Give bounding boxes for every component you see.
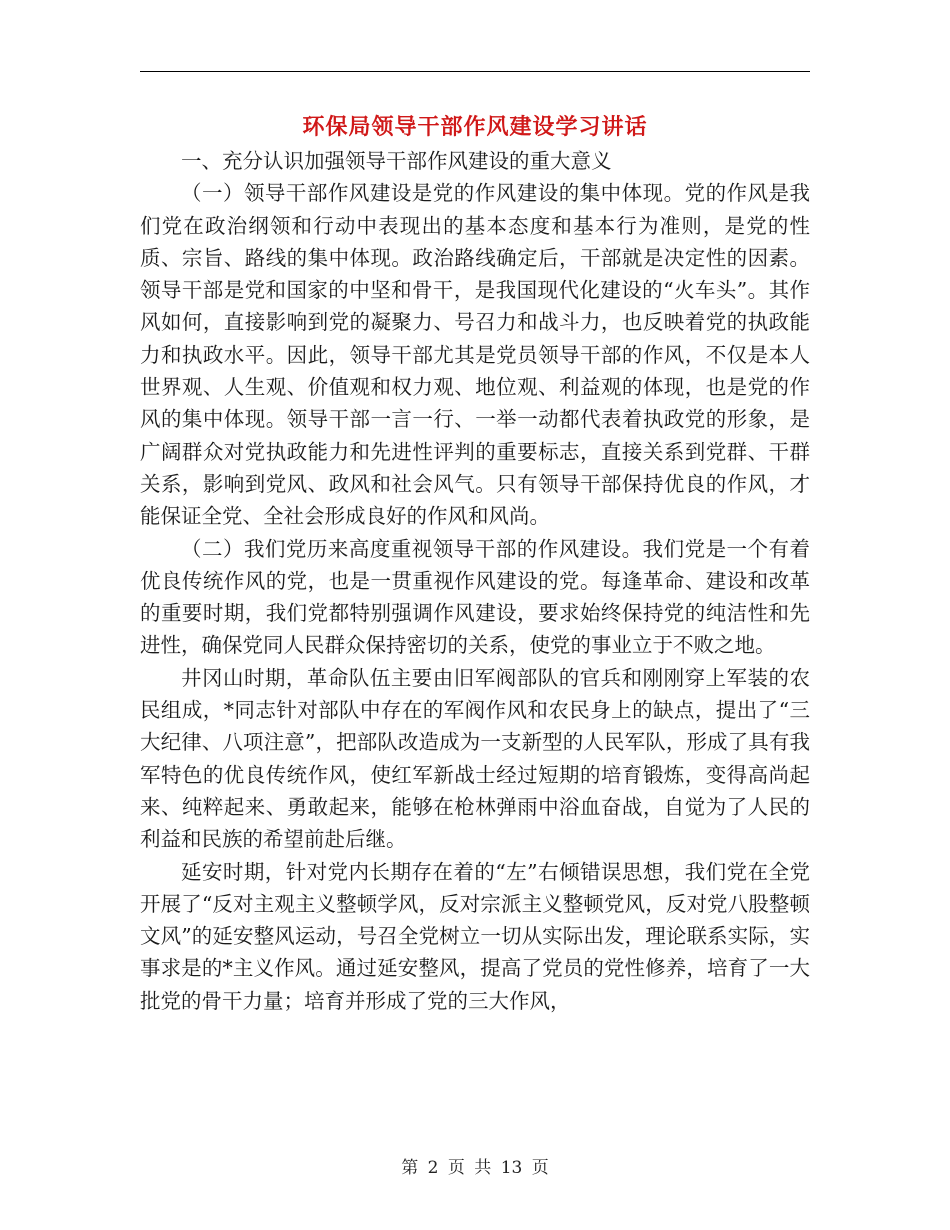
body-paragraph: 延安时期，针对党内长期存在着的“左”右倾错误思想，我们党在全党开展了“反对主观主义整顿学风，反对宗派主义整顿党风，反对党八股整顿文风”的延安整风运动，号召全党树立一切从实际出发，理论联系实际，实事求是的*主义作风。通过延安整风，提高了党员的党性修养，培育了一大批党的骨干力量；培育并形成了党的三大作风， [140,859,810,1013]
page-number-footer: 第 2 页 共 13 页 [401,1158,549,1178]
section-heading: 一、充分认识加强领导干部作风建设的重大意义 [181,149,612,173]
body-paragraph: （一）领导干部作风建设是党的作风建设的集中体现。党的作风是我们党在政治纲领和行动中表现出的基本态度和基本行为准则，是党的性质、宗旨、路线的集中体现。政治路线确定后，干部就是决定性的因素。领导干部是党和国家的中坚和骨干，是我国现代化建设的“火车头”。其作风如何，直接影响到党的凝聚力、号召力和战斗力，也反映着党的执政能力和执政水平。因此，领导干部尤其是党员领导干部的作风，不仅是本人世界观、人生观、价值观和权力观、地位观、利益观的体现，也是党的作风的集中体现。领导干部一言一行、一举一动都代表着执政党的形象，是广阔群众对党执政能力和先进性评判的重要标志，直接关系到党群、干群关系，影响到党风、政风和社会风气。只有领导干部保持优良的作风，才能保证全党、全社会形成良好的作风和风尚。 [140,181,810,529]
document-body [140,145,810,1017]
document-title: 环保局领导干部作风建设学习讲话 [302,115,648,140]
header-rule [140,71,810,72]
body-paragraph: （二）我们党历来高度重视领导干部的作风建设。我们党是一个有着优良传统作风的党，也是一贯重视作风建设的党。每逢革命、建设和改革的重要时期，我们党都特别强调作风建设，要求始终保持党的纯洁性和先进性，确保党同人民群众保持密切的关系，使党的事业立于不败之地。 [140,536,810,658]
body-paragraph: 井冈山时期，革命队伍主要由旧军阀部队的官兵和刚刚穿上军装的农民组成，*同志针对部队中存在的军阀作风和农民身上的缺点，提出了“三大纪律、八项注意”，把部队改造成为一支新型的人民军队，形成了具有我军特色的优良传统作风，使红军新战士经过短期的培育锻炼，变得高尚起来、纯粹起来、勇敢起来，能够在枪林弹雨中浴血奋战，自觉为了人民的利益和民族的希望前赴后继。 [140,665,810,852]
